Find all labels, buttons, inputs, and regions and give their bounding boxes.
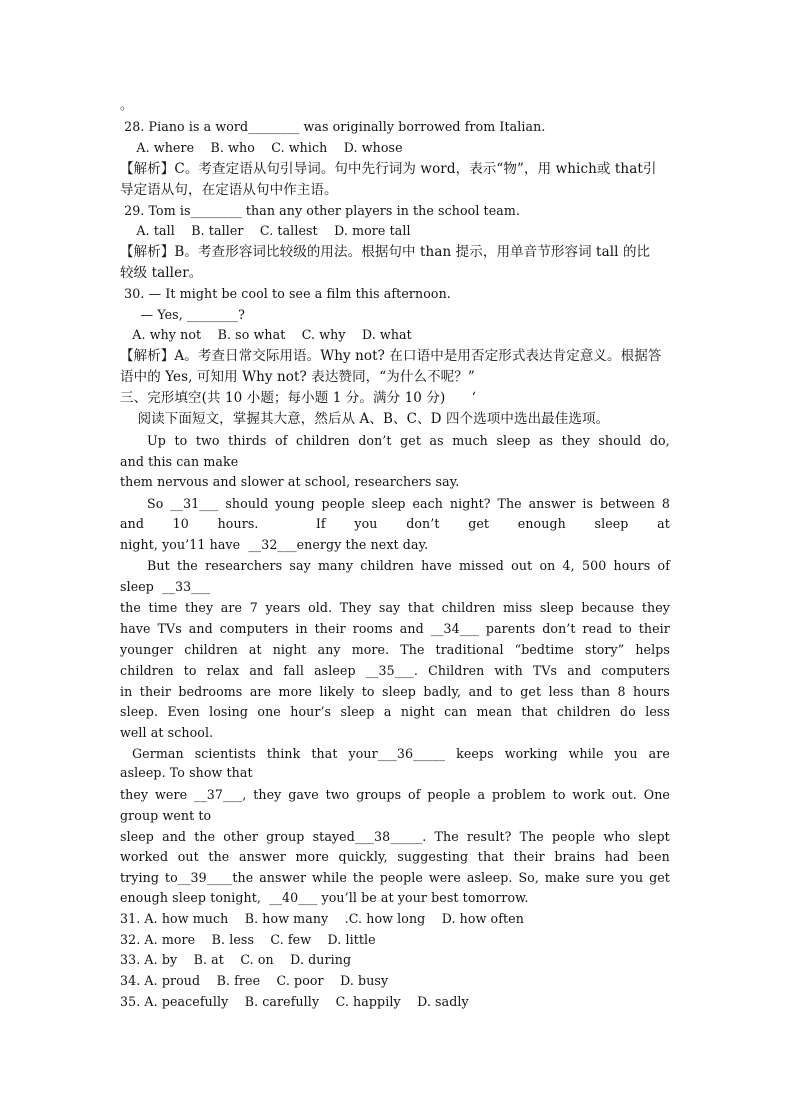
passage-word: their xyxy=(139,684,171,699)
passage-line-22 xyxy=(120,870,670,886)
passage-word: asleep xyxy=(314,663,356,678)
passage-word: and xyxy=(120,516,144,531)
passage-word: sleep xyxy=(340,704,375,719)
q29-stem: 29. Tom is________ than any other players in the school team. xyxy=(120,203,521,218)
passage-word: while xyxy=(312,870,347,885)
passage-word: as xyxy=(429,433,444,448)
passage-word: 7 xyxy=(249,600,258,615)
passage-word: and xyxy=(188,621,213,636)
passage-word: The xyxy=(519,829,544,844)
passage-word: answer xyxy=(238,849,286,864)
passage-word: other xyxy=(223,829,258,844)
passage-word: hours. xyxy=(217,516,259,531)
passage-word: researchers xyxy=(205,558,283,573)
section-heading: 三、完形填空(共 10 小题；每小题 1 分。满分 10 分) ‘ xyxy=(120,390,477,406)
passage-word: the xyxy=(120,600,141,615)
passage-word: have xyxy=(120,621,151,636)
passage-word: to xyxy=(499,684,513,699)
passage-word: TVs xyxy=(157,621,182,636)
passage-word: are xyxy=(220,600,243,615)
passage-word: stayed___38_____. xyxy=(312,829,427,844)
passage-word: slept xyxy=(638,829,670,844)
passage-word: say xyxy=(378,600,401,615)
passage-word: rooms xyxy=(352,621,393,636)
passage-word: The xyxy=(497,496,522,511)
q28-options: A. where B. who C. which D. whose xyxy=(120,140,403,155)
passage-word: to xyxy=(183,663,197,678)
passage-word: mean xyxy=(476,704,512,719)
q28-stem: 28. Piano is a word________ was originally borrowed from Italian. xyxy=(120,119,546,134)
passage-word: many xyxy=(318,558,354,573)
passage-word: computers xyxy=(601,663,670,678)
passage-word: of xyxy=(408,787,421,802)
passage-word: night xyxy=(400,704,435,719)
passage-word: fall xyxy=(283,663,304,678)
passage-word: losing xyxy=(209,704,248,719)
passage-line-20 xyxy=(120,829,670,845)
passage-word: younger xyxy=(120,642,174,657)
passage-word: hours xyxy=(613,558,651,573)
passage-word: two xyxy=(325,787,350,802)
passage-word: One xyxy=(643,787,670,802)
passage-line-10 xyxy=(120,621,670,637)
passage-line-16 xyxy=(132,746,670,762)
passage-word: groups xyxy=(356,787,402,802)
q30-options: A. why not B. so what C. why D. what xyxy=(120,327,412,342)
passage-word: that xyxy=(521,704,548,719)
passage-word: computers xyxy=(219,621,289,636)
passage-word: say xyxy=(289,558,311,573)
passage-word: than xyxy=(580,684,611,699)
passage-line-1 xyxy=(147,433,670,449)
passage-word: to xyxy=(552,787,566,802)
passage-line-12 xyxy=(120,663,670,679)
passage-word: make xyxy=(544,870,580,885)
passage-word: relax xyxy=(206,663,240,678)
passage-word: “bedtime xyxy=(514,642,574,657)
passage-word: sleep xyxy=(539,600,574,615)
passage-word: their xyxy=(314,621,346,636)
passage-word: been xyxy=(638,849,670,864)
passage-word: to xyxy=(618,621,632,636)
passage-line-21 xyxy=(120,849,670,865)
passage-word: people xyxy=(321,496,365,511)
passage-word: TVs xyxy=(532,663,558,678)
passage-word: worked xyxy=(120,849,169,864)
passage-word: children xyxy=(556,704,611,719)
passage-word: were xyxy=(428,870,461,885)
passage-word: keeps xyxy=(456,746,494,761)
passage-word: hour’s xyxy=(290,704,332,719)
passage-word: the xyxy=(194,829,216,844)
passage-word: __35___. xyxy=(365,663,419,678)
passage-word: don’t xyxy=(358,433,392,448)
passage-word: and xyxy=(468,684,493,699)
passage-word: story” xyxy=(585,642,625,657)
passage-word: enough xyxy=(517,516,566,531)
passage-word: less xyxy=(645,704,670,719)
passage-word: The xyxy=(434,829,459,844)
passage-word: as xyxy=(538,433,554,448)
passage-word: get xyxy=(400,433,421,448)
choice-34: 34. A. proud B. free C. poor D. busy xyxy=(120,973,389,988)
passage-line-5 xyxy=(120,516,670,532)
passage-word: a xyxy=(383,704,392,719)
passage-line-17: asleep. To show that xyxy=(120,765,253,780)
passage-word: between xyxy=(599,496,656,511)
passage-word: to xyxy=(174,433,188,448)
passage-word: young xyxy=(275,496,315,511)
passage-word: they xyxy=(253,787,282,802)
passage-word: They xyxy=(339,600,372,615)
passage-word: of xyxy=(657,558,670,573)
passage-word: are xyxy=(249,684,272,699)
passage-word: children xyxy=(184,642,238,657)
passage-word: sleep xyxy=(371,496,406,511)
passage-word: your___36_____ xyxy=(348,746,446,761)
passage-word: So, xyxy=(518,870,539,885)
passage-word: So xyxy=(147,496,164,511)
leading-mark: 。 xyxy=(120,97,133,112)
passage-word: badly, xyxy=(423,684,462,699)
passage-word: helps xyxy=(635,642,670,657)
q29-analysis-line2: 较级 taller。 xyxy=(120,265,203,281)
choice-33: 33. A. by B. at C. on D. during xyxy=(120,952,352,967)
passage-word: have xyxy=(421,558,452,573)
passage-line-3: them nervous and slower at school, researchers say. xyxy=(120,474,460,489)
passage-word: trying xyxy=(120,870,159,885)
passage-word: old. xyxy=(308,600,333,615)
passage-word: sleep xyxy=(382,684,416,699)
passage-word: suggesting xyxy=(397,849,469,864)
passage-word: night? xyxy=(449,496,491,511)
passage-word: work xyxy=(572,787,605,802)
passage-word: and xyxy=(162,829,187,844)
passage-word: you xyxy=(614,746,638,761)
passage-word: while xyxy=(568,746,604,761)
passage-word: a xyxy=(477,787,486,802)
passage-word: do, xyxy=(649,433,670,448)
passage-word: the xyxy=(176,558,198,573)
passage-word: answer xyxy=(528,496,576,511)
passage-word: __31___ xyxy=(170,496,219,511)
q29-analysis-line1: 【解析】B。考查形容词比较级的用法。根据句中 than 提示，用单音节形容词 tall 的比 xyxy=(120,244,651,260)
passage-word: on xyxy=(539,558,556,573)
passage-word: group xyxy=(266,829,305,844)
passage-word: sure xyxy=(585,870,615,885)
passage-word: that xyxy=(477,849,504,864)
passage-line-8: sleep __33___ xyxy=(120,579,211,594)
passage-word: the xyxy=(352,870,374,885)
passage-word: But xyxy=(147,558,170,573)
passage-word: don’t xyxy=(542,621,576,636)
choice-35: 35. A. peacefully B. carefully C. happily D. sadly xyxy=(120,994,469,1009)
passage-word: asleep. xyxy=(466,870,513,885)
passage-line-4 xyxy=(147,496,670,512)
passage-word: 8 xyxy=(661,496,670,511)
passage-word: __34___ xyxy=(430,621,479,636)
passage-word: missed xyxy=(458,558,504,573)
passage-line-9 xyxy=(120,600,670,616)
passage-word: were xyxy=(155,787,188,802)
choice-32: 32. A. more B. less C. few D. little xyxy=(120,932,376,947)
passage-word: sleep. xyxy=(120,704,159,719)
passage-word: they xyxy=(641,600,670,615)
passage-word: that xyxy=(407,600,435,615)
passage-line-23: enough sleep tonight, __40___ you’ll be at your best tomorrow. xyxy=(120,890,529,905)
passage-word: can xyxy=(444,704,468,719)
passage-word: children xyxy=(120,663,174,678)
passage-word: Even xyxy=(167,704,200,719)
passage-word: German xyxy=(132,746,184,761)
passage-word: sleep xyxy=(120,829,154,844)
passage-word: brains xyxy=(554,849,596,864)
section-instruction: 阅读下面短文，掌握其大意，然后从 A、B、C、D 四个选项中选出最佳选项。 xyxy=(120,411,610,427)
passage-line-15: well at school. xyxy=(120,725,214,740)
passage-word: you xyxy=(620,870,644,885)
passage-line-18 xyxy=(120,787,670,803)
passage-word: to xyxy=(361,684,375,699)
passage-line-19: group went to xyxy=(120,808,212,823)
passage-word: more xyxy=(295,849,329,864)
passage-word: think xyxy=(266,746,301,761)
passage-line-13 xyxy=(120,684,670,700)
passage-word: more xyxy=(278,684,312,699)
passage-word: 8 xyxy=(617,684,626,699)
passage-word: should xyxy=(598,433,642,448)
passage-word: is xyxy=(582,496,594,511)
passage-word: and xyxy=(567,663,592,678)
passage-word: answer xyxy=(259,870,307,885)
passage-word: in xyxy=(295,621,308,636)
passage-word: less xyxy=(548,684,574,699)
passage-line-6: night, you’11 have __32___energy the next day. xyxy=(120,537,429,552)
q30-reply: — Yes, ________? xyxy=(120,307,245,322)
passage-word: the xyxy=(208,849,230,864)
passage-word: of xyxy=(275,433,288,448)
passage-line-7 xyxy=(147,558,670,574)
passage-word: two xyxy=(195,433,220,448)
passage-word: at xyxy=(657,516,670,531)
passage-word: time xyxy=(148,600,178,615)
passage-word: they xyxy=(185,600,214,615)
q30-stem: 30. — It might be cool to see a film this afternoon. xyxy=(120,286,451,301)
passage-word: people xyxy=(427,787,471,802)
passage-word: had xyxy=(604,849,629,864)
passage-word: at xyxy=(248,642,262,657)
passage-word: parents xyxy=(485,621,536,636)
passage-word: get xyxy=(649,870,670,885)
passage-word: 500 xyxy=(581,558,607,573)
passage-word: people xyxy=(551,829,596,844)
passage-word: bedrooms xyxy=(178,684,243,699)
passage-word: out xyxy=(177,849,199,864)
passage-word: their xyxy=(638,621,670,636)
passage-word: because xyxy=(581,600,635,615)
passage-word: should xyxy=(225,496,269,511)
passage-word: people xyxy=(379,870,423,885)
passage-word: The xyxy=(400,642,425,657)
passage-word: traditional xyxy=(435,642,504,657)
q28-analysis-line1: 【解析】C。考查定语从句引导词。句中先行词为 word，表示“物”，用 which或 that引 xyxy=(120,161,657,177)
passage-word: that xyxy=(311,746,338,761)
passage-word: 4, xyxy=(562,558,575,573)
passage-word: each xyxy=(412,496,443,511)
passage-word: in xyxy=(120,684,133,699)
passage-line-11 xyxy=(120,642,670,658)
passage-word: read xyxy=(582,621,612,636)
q30-analysis-line2: 语中的 Yes, 可知用 Why not? 表达赞同，“为什么不呢？” xyxy=(120,369,475,385)
passage-word: 10 xyxy=(172,516,189,531)
passage-word: out xyxy=(511,558,533,573)
q29-options: A. tall B. taller C. tallest D. more tall xyxy=(120,223,411,238)
passage-word: night xyxy=(272,642,307,657)
passage-word: and xyxy=(399,621,424,636)
passage-word: with xyxy=(494,663,523,678)
passage-word: __37___, xyxy=(194,787,247,802)
passage-word: hours xyxy=(633,684,670,699)
passage-line-14 xyxy=(120,704,670,720)
q28-analysis-line2: 导定语从句，在定语从句中作主语。 xyxy=(120,182,338,198)
passage-word: result? xyxy=(466,829,512,844)
passage-word: they xyxy=(561,433,590,448)
passage-word: children xyxy=(360,558,414,573)
passage-word: Up xyxy=(147,433,166,448)
passage-word: children xyxy=(441,600,496,615)
passage-word: If xyxy=(315,516,326,531)
q30-analysis-line1: 【解析】A。考查日常交际用语。Why not? 在口语中是用否定形式表达肯定意义。根据答 xyxy=(120,348,662,364)
passage-word: children xyxy=(296,433,350,448)
passage-word: problem xyxy=(491,787,546,802)
passage-word: gave xyxy=(288,787,319,802)
passage-word: quickly, xyxy=(338,849,388,864)
passage-word: Children xyxy=(428,663,485,678)
passage-word: years xyxy=(265,600,301,615)
passage-word: get xyxy=(468,516,490,531)
passage-word: to__39____the xyxy=(164,870,254,885)
passage-word: miss xyxy=(502,600,533,615)
passage-word: and xyxy=(249,663,274,678)
passage-word: get xyxy=(520,684,542,699)
passage-word: more. xyxy=(351,642,390,657)
passage-word: likely xyxy=(319,684,355,699)
passage-word: thirds xyxy=(228,433,267,448)
passage-word: much xyxy=(452,433,488,448)
passage-word: who xyxy=(603,829,631,844)
passage-word: out. xyxy=(611,787,637,802)
passage-word: sleep xyxy=(496,433,531,448)
passage-word: scientists xyxy=(194,746,256,761)
passage-word: sleep xyxy=(594,516,629,531)
passage-word: they xyxy=(120,787,149,802)
passage-word: don’t xyxy=(406,516,440,531)
passage-word: one xyxy=(257,704,281,719)
choice-31: 31. A. how much B. how many .C. how long D. how often xyxy=(120,911,524,926)
passage-word: any xyxy=(317,642,341,657)
passage-word: are xyxy=(648,746,670,761)
passage-word: working xyxy=(504,746,558,761)
passage-word: their xyxy=(513,849,545,864)
passage-line-2: and this can make xyxy=(120,454,239,469)
passage-word: you xyxy=(354,516,378,531)
passage-word: do xyxy=(619,704,636,719)
